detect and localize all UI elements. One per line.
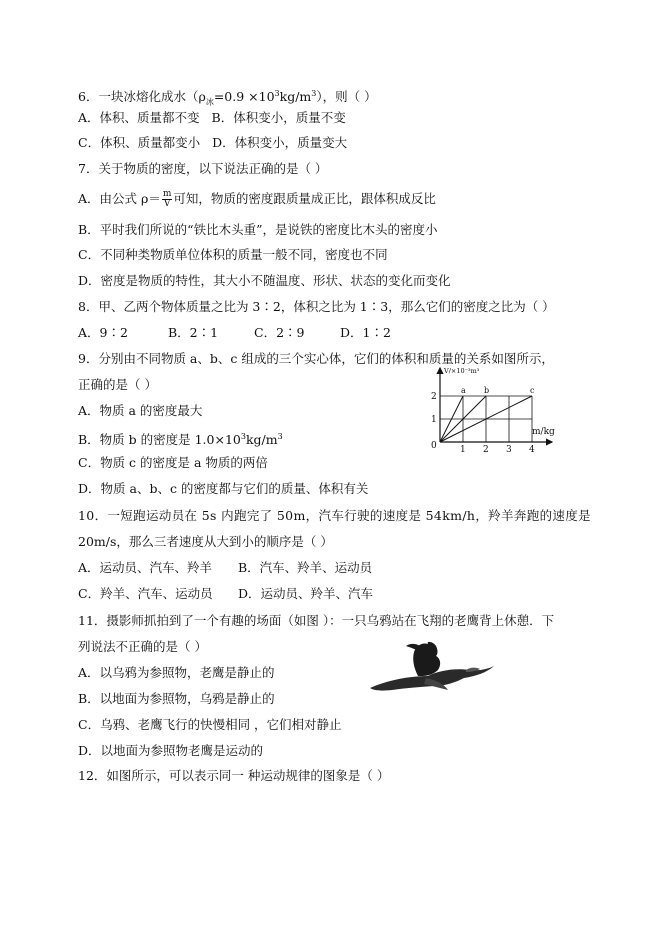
y-tick-label: 2 xyxy=(431,392,437,402)
q10-option-c: C．羚羊、汽车、运动员 xyxy=(78,586,213,601)
crow-icon xyxy=(406,642,440,676)
q11-option-c: C．乌鸦、老鹰飞行的快慢相同 ，它们相对静止 xyxy=(78,717,342,732)
q10-option-d: D．运动员、羚羊、汽车 xyxy=(238,586,374,601)
q7-stem: 7．关于物质的密度，以下说法正确的是（ ） xyxy=(78,161,328,176)
series-label-b: b xyxy=(484,386,490,395)
q11-option-d: D．以地面为参照物老鹰是运动的 xyxy=(78,743,264,758)
q6-option-a: A．体积、质量都不变 xyxy=(78,110,200,125)
q9-stem-line2: 正确的是（ ） xyxy=(78,377,157,392)
q10-option-a: A．运动员、汽车、羚羊 xyxy=(78,560,213,575)
q12-stem: 12．如图所示，可以表示同一 种运动规律的图象是（ ） xyxy=(78,768,390,783)
q6-option-c: C．体积、质量都变小 xyxy=(78,135,201,150)
series-label-a: a xyxy=(461,386,466,395)
q7-option-c: C．不同种类物质单位体积的质量一般不同，密度也不同 xyxy=(78,247,388,262)
q8-option-a: A．9∶2 xyxy=(78,325,128,340)
q6-option-b: B．体积变小，质量不变 xyxy=(211,110,346,125)
q11-stem-line2: 列说法不正确的是（ ） xyxy=(78,639,207,654)
q7-option-d: D．密度是物质的特性，其大小不随温度、形状、状态的变化而变化 xyxy=(78,273,451,288)
y-tick-label: 1 xyxy=(431,415,437,425)
q10-stem-line1: 10．一短跑运动员在 5s 内跑完了 50m，汽车行驶的速度是 54km/h，羚羊奔跑的速度是 xyxy=(78,508,591,523)
q11-stem-line1: 11．摄影师抓拍到了一个有趣的场面（如图 ）：一只乌鸦站在飞翔的老鹰背上休憩．下 xyxy=(78,613,555,628)
q10-options-row2 xyxy=(78,586,373,602)
q8-option-c: C．2∶9 xyxy=(254,325,305,340)
q6-options-row1 xyxy=(78,110,346,126)
q8-options xyxy=(78,325,391,341)
graph-origin: 0 xyxy=(431,441,437,451)
graph-x-axis-label: m/kg xyxy=(532,427,555,437)
q9-option-d: D．物质 a、b、c 的密度都与它们的质量、体积有关 xyxy=(78,481,369,496)
q10-stem-line2: 20m/s，那么三者速度从大到小的顺序是（ ） xyxy=(78,534,333,549)
q9-option-b: B．物质 b 的密度是 $1.0\times 10^3kg/m^3$ xyxy=(78,432,283,448)
x-tick-label: 3 xyxy=(506,445,512,455)
q7-option-a: A．由公式 ρ＝ $\frac{m}{V}$ 可知，物质的密度跟质量成正比，跟体积成反比 xyxy=(78,189,436,209)
q7-option-b: B．平时我们所说的“铁比木头重”，是说铁的密度比木头的密度小 xyxy=(78,222,438,237)
series-label-c: c xyxy=(530,386,535,395)
q6-stem: 6．一块冰熔化成水$(\rho_冰=0.9 \times 10^3kg/m^3)$，则（ ） xyxy=(78,89,377,107)
x-tick-label: 4 xyxy=(529,445,535,455)
q8-option-d: D．1∶2 xyxy=(340,325,391,340)
q6-options-row2 xyxy=(78,135,347,151)
density-formula-fraction: $\frac{m}{V}$ xyxy=(162,189,172,209)
crow-on-eagle-photo xyxy=(366,640,498,696)
q9-stem-line1: 9．分别由不同物质 a、b、c 组成的三个实心体，它们的体积和质量的关系如图所示， xyxy=(78,351,554,366)
q6-option-d: D．体积变小，质量变大 xyxy=(212,135,348,150)
x-tick-label: 2 xyxy=(483,445,489,455)
q10-options-row1 xyxy=(78,560,372,576)
q9-option-c: C．物质 c 的密度是 a 物质的两倍 xyxy=(78,455,268,470)
graph-y-axis-label: V/×10⁻³m³ xyxy=(444,367,480,375)
x-tick-label: 1 xyxy=(460,445,466,455)
q11-option-b: B．以地面为参照物，乌鸦是静止的 xyxy=(78,691,275,706)
q8-option-b: B．2∶1 xyxy=(168,325,219,340)
q9-option-a: A．物质 a 的密度最大 xyxy=(78,403,203,418)
q10-option-b: B．汽车、羚羊、运动员 xyxy=(238,560,373,575)
q8-stem: 8．甲、乙两个物体质量之比为 3∶2，体积之比为 1∶3，那么它们的密度之比为（ ） xyxy=(78,299,555,314)
q11-option-a: A．以乌鸦为参照物，老鹰是静止的 xyxy=(78,665,275,680)
q9-volume-mass-graph xyxy=(424,364,564,456)
